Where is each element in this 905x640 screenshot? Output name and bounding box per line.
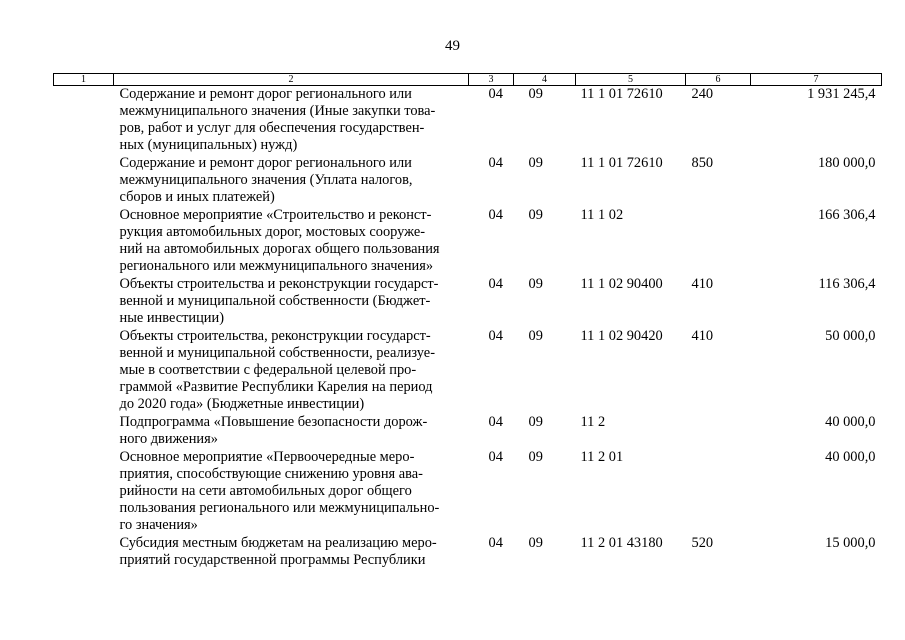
subsection-code: 09 — [528, 535, 543, 551]
table-row — [54, 327, 882, 413]
empty-cell — [54, 154, 114, 206]
item-name-line: ные инвестиции) — [119, 310, 224, 326]
item-name — [114, 86, 469, 155]
section-code: 04 — [488, 414, 503, 430]
item-name-line: пользования регионального или межмуниципально- — [119, 500, 440, 516]
item-name-line: ного движения» — [119, 431, 218, 447]
amount: 15 000,0 — [825, 535, 876, 551]
column-number-header — [54, 74, 882, 86]
item-name-line: го значения» — [119, 517, 198, 533]
item-name-line: ных (муниципальных) нужд) — [119, 137, 298, 153]
item-name-line: сборов и иных платежей) — [119, 189, 275, 205]
table-row — [54, 206, 882, 275]
section-code: 04 — [488, 86, 503, 102]
column-number: 2 — [114, 74, 469, 86]
empty-cell — [54, 448, 114, 534]
section-code: 04 — [488, 328, 503, 344]
section-code: 04 — [488, 449, 503, 465]
item-name-line: граммой «Развитие Республики Карелия на период — [119, 379, 433, 395]
item-name — [114, 448, 469, 534]
item-name-line: Содержание и ремонт дорог регионального или — [119, 86, 412, 102]
empty-cell — [54, 275, 114, 327]
item-name-line: Объекты строительства и реконструкции государст- — [119, 276, 439, 292]
item-name — [114, 275, 469, 327]
amount: 166 306,4 — [817, 207, 876, 223]
subsection-code: 09 — [528, 414, 543, 430]
expense-type-code — [686, 413, 751, 448]
item-name-line: ний на автомобильных дорогах общего пользования — [119, 241, 440, 257]
expense-type-code: 410 — [691, 328, 714, 344]
table-row — [54, 534, 882, 569]
amount: 50 000,0 — [825, 328, 876, 344]
empty-cell — [54, 327, 114, 413]
item-name-line: межмуниципального значения (Уплата налогов, — [119, 172, 413, 188]
item-name — [114, 206, 469, 275]
table-row — [54, 448, 882, 534]
expense-type-code: 410 — [691, 276, 714, 292]
amount: 1 931 245,4 — [807, 86, 876, 102]
item-name-line: рийности на сети автомобильных дорог общего — [119, 483, 412, 499]
target-article-code: 11 1 02 90400 — [580, 276, 663, 292]
subsection-code: 09 — [528, 449, 543, 465]
table-row — [54, 413, 882, 448]
expense-type-code — [686, 206, 751, 275]
section-code: 04 — [488, 155, 503, 171]
column-number: 1 — [54, 74, 114, 86]
amount: 116 306,4 — [818, 276, 876, 292]
item-name-line: регионального или межмуниципального значения» — [119, 258, 434, 274]
item-name-line: венной и муниципальной собственности, реализуе- — [119, 345, 435, 361]
table-row — [54, 86, 882, 155]
target-article-code: 11 2 01 43180 — [580, 535, 663, 551]
amount: 40 000,0 — [825, 414, 876, 430]
target-article-code: 11 1 01 72610 — [580, 86, 663, 102]
section-code: 04 — [488, 276, 503, 292]
column-number: 7 — [751, 74, 882, 86]
expense-type-code: 520 — [691, 535, 714, 551]
subsection-code: 09 — [528, 276, 543, 292]
item-name-line: Содержание и ремонт дорог регионального или — [119, 155, 412, 171]
empty-cell — [54, 413, 114, 448]
item-name-line: Основное мероприятие «Строительство и реконст- — [119, 207, 432, 223]
subsection-code: 09 — [528, 207, 543, 223]
subsection-code: 09 — [528, 86, 543, 102]
expense-type-code: 240 — [691, 86, 714, 102]
column-number: 5 — [576, 74, 686, 86]
table-row — [54, 275, 882, 327]
item-name-line: приятия, способствующие снижению уровня ава- — [119, 466, 423, 482]
column-number: 4 — [514, 74, 576, 86]
amount: 180 000,0 — [817, 155, 876, 171]
item-name-line: межмуниципального значения (Иные закупки това- — [119, 103, 436, 119]
target-article-code: 11 1 02 — [580, 207, 624, 223]
page-number: 49 — [445, 38, 460, 54]
amount: 40 000,0 — [825, 449, 876, 465]
item-name-line: Субсидия местным бюджетам на реализацию меро- — [119, 535, 437, 551]
item-name-line: ров, работ и услуг для обеспечения государствен- — [119, 120, 425, 136]
item-name-line: Объекты строительства, реконструкции государст- — [119, 328, 431, 344]
empty-cell — [54, 86, 114, 155]
item-name — [114, 327, 469, 413]
expense-type-code: 850 — [691, 155, 714, 171]
target-article-code: 11 2 01 — [580, 449, 624, 465]
target-article-code: 11 1 01 72610 — [580, 155, 663, 171]
item-name — [114, 154, 469, 206]
item-name-line: до 2020 года» (Бюджетные инвестиции) — [119, 396, 365, 412]
item-name-line: Основное мероприятие «Первоочередные меро- — [119, 449, 415, 465]
item-name-line: приятий государственной программы Республики — [119, 552, 426, 568]
budget-table — [53, 73, 882, 569]
target-article-code: 11 1 02 90420 — [580, 328, 663, 344]
subsection-code: 09 — [528, 328, 543, 344]
item-name-line: рукция автомобильных дорог, мостовых сооруже- — [119, 224, 426, 240]
section-code: 04 — [488, 207, 503, 223]
item-name — [114, 534, 469, 569]
section-code: 04 — [488, 535, 503, 551]
expense-type-code — [686, 448, 751, 534]
subsection-code: 09 — [528, 155, 543, 171]
empty-cell — [54, 206, 114, 275]
item-name — [114, 413, 469, 448]
item-name-line: Подпрограмма «Повышение безопасности дорож- — [119, 414, 428, 430]
item-name-line: мые в соответствии с федеральной целевой про- — [119, 362, 417, 378]
column-number: 3 — [469, 74, 514, 86]
column-number: 6 — [686, 74, 751, 86]
target-article-code: 11 2 — [580, 414, 606, 430]
table-row — [54, 154, 882, 206]
item-name-line: венной и муниципальной собственности (Бюджет- — [119, 293, 431, 309]
empty-cell — [54, 534, 114, 569]
